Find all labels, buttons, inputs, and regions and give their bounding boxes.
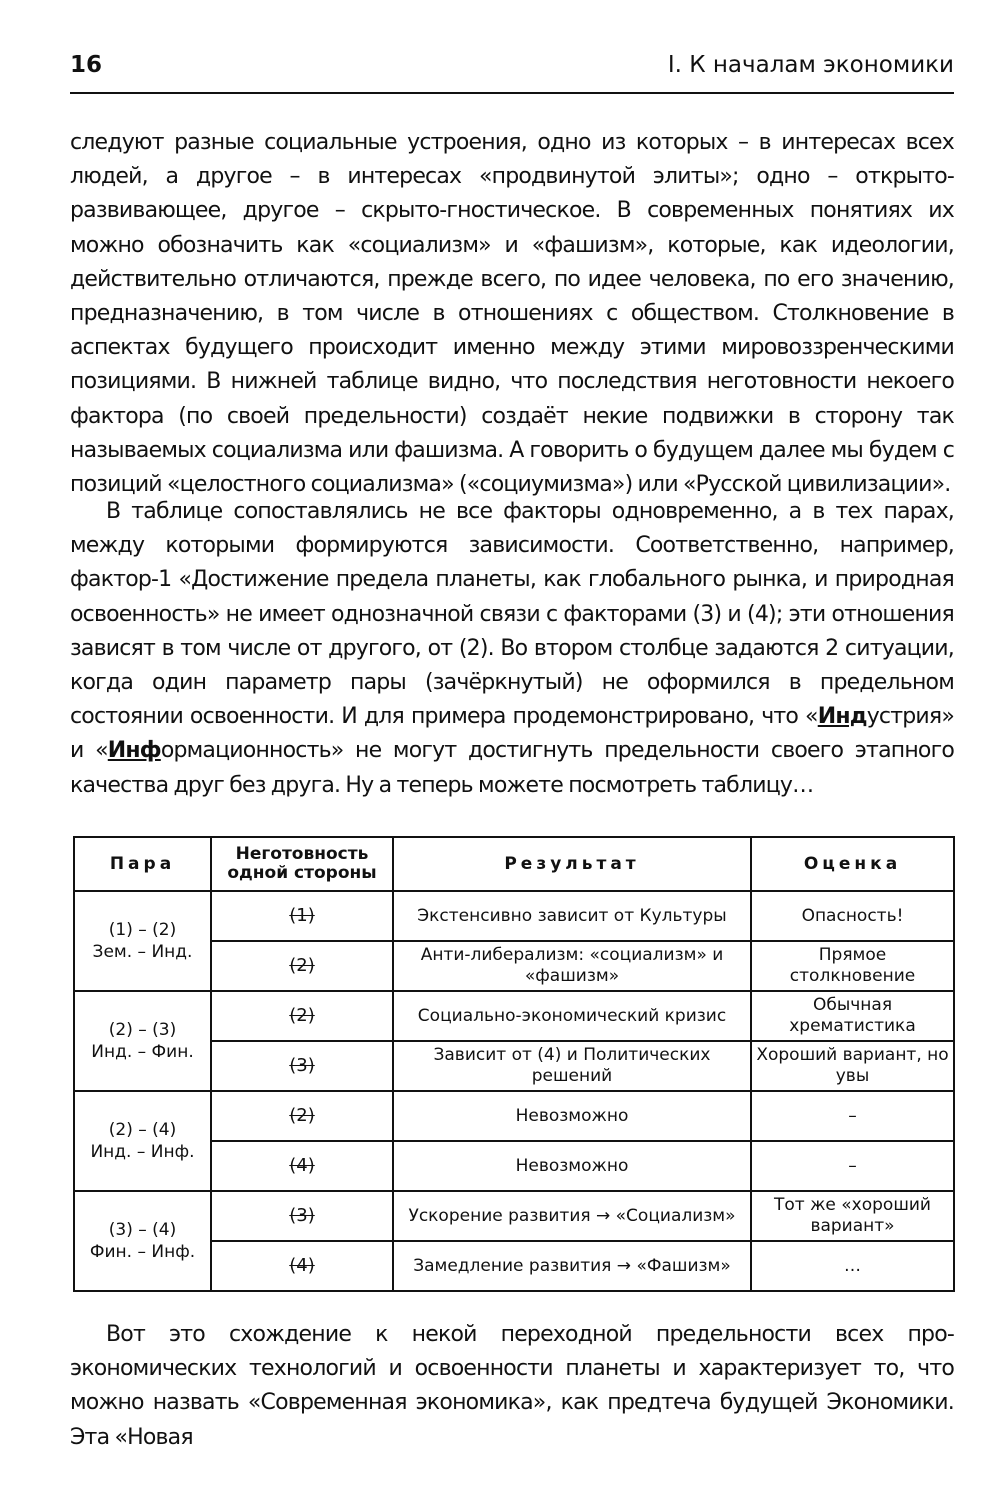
pair-numbers: (1) – (2)	[108, 920, 177, 940]
not-ready-cell	[211, 1041, 393, 1091]
pair-names: Инд. – Фин.	[91, 1042, 194, 1062]
assessment-cell: Опасность!	[751, 891, 954, 941]
emphasis-ind: Инд	[817, 704, 867, 730]
paragraph-3: Вот это схождение к некой переходной предельности всех про-экономических технологий и освоенности планеты и характеризует то, что можно назвать «Современная экономика», как предтеча будущей Экономики. Эта «Новая	[70, 1322, 954, 1450]
pair-cell	[74, 1191, 211, 1291]
paragraph-2-text-3: ормационность» не могут достигнуть предельности своего этапного качества друг без друга. Ну а теперь можете посмотреть таблицу…	[70, 738, 954, 798]
pair-names: Зем. – Инд.	[92, 942, 193, 962]
pair-cell	[74, 891, 211, 991]
result-cell: Невозможно	[393, 1141, 751, 1191]
table-row	[74, 991, 954, 1041]
struck-factor: (3)	[289, 1205, 315, 1226]
not-ready-cell	[211, 1141, 393, 1191]
paragraph-2-text-1: В таблице сопоставлялись не все факторы одновременно, а в тех парах, между которыми формируются зависимости. Соответственно, например, фактор-1 «Достижение предела планеты, как глобального рынка, и природная освоенность» не имеет однозначной связи с факторами (3) и (4); эти отношения зависят в том числе от другого, от (2). Во втором столбце задаются 2 ситуации, когда один параметр пары (зачёркнутый) не оформился в предельном состоянии освоенности. И для примера продемонстрировано, что «	[70, 499, 954, 730]
page-header	[70, 52, 954, 78]
emphasis-inf: Инф	[107, 738, 161, 764]
pair-names: Фин. – Инф.	[89, 1242, 196, 1262]
result-cell: Ускорение развития → «Социализм»	[393, 1191, 751, 1241]
struck-factor: (1)	[289, 905, 315, 926]
factors-table	[73, 836, 955, 1292]
pair-names: Инд. – Инф.	[90, 1142, 195, 1162]
not-ready-cell	[211, 1191, 393, 1241]
struck-factor: (4)	[289, 1255, 315, 1276]
not-ready-cell	[211, 941, 393, 991]
result-cell: Социально-экономический кризис	[393, 991, 751, 1041]
table-header-row	[74, 837, 954, 891]
table-row	[74, 891, 954, 941]
assessment-cell: …	[751, 1241, 954, 1291]
struck-factor: (2)	[289, 1005, 315, 1026]
not-ready-cell	[211, 891, 393, 941]
assessment-cell: Прямое столкновение	[751, 941, 954, 991]
struck-factor: (2)	[289, 1105, 315, 1126]
assessment-cell: Хороший вариант, но увы	[751, 1041, 954, 1091]
assessment-cell: –	[751, 1141, 954, 1191]
header-assessment: Оценка	[751, 837, 954, 891]
assessment-cell: –	[751, 1091, 954, 1141]
pair-numbers: (2) – (4)	[108, 1120, 177, 1140]
chapter-title: I. К началам экономики	[667, 52, 954, 78]
header-rule	[70, 92, 954, 94]
header-result: Результат	[393, 837, 751, 891]
assessment-cell: Обычная хрематистика	[751, 991, 954, 1041]
not-ready-cell	[211, 1241, 393, 1291]
result-cell: Экстенсивно зависит от Культуры	[393, 891, 751, 941]
table-row	[74, 1191, 954, 1241]
result-cell: Невозможно	[393, 1091, 751, 1141]
paragraph-1: следуют разные социальные устроения, одно из которых – в интересах всех людей, а другое – в интересах «продвинутой элиты»; одно – открыто-развивающее, другое – скрыто-гностическое. В современных понятиях их можно обозначить как «социализм» и «фашизм», которые, как идеологии, действительно отличаются, прежде всего, по идее человека, по его значению, предназначению, в том числе в отношениях с обществом. Столкновение в аспектах будущего происходит именно между этими мировоззренческими позициями. В нижней таблице видно, что последствия неготовности некоего фактора (по своей предельности) создаёт некие подвижки в сторону так называемых социализма или фашизма. А говорить о будущем далее мы будем с позиций «целостного социализма» («социумизма») или «Русской цивилизации».	[70, 130, 954, 498]
assessment-cell: Тот же «хороший вариант»	[751, 1191, 954, 1241]
header-pair: Пара	[74, 837, 211, 891]
not-ready-cell	[211, 1091, 393, 1141]
result-cell: Анти-либерализм: «социализм» и «фашизм»	[393, 941, 751, 991]
struck-factor: (4)	[289, 1155, 315, 1176]
table-row	[74, 1091, 954, 1141]
paragraph-2-text-2: устрия» и «	[70, 704, 954, 764]
result-cell: Замедление развития → «Фашизм»	[393, 1241, 751, 1291]
struck-factor: (3)	[289, 1055, 315, 1076]
pair-cell	[74, 991, 211, 1091]
header-not-ready: Неготовность одной стороны	[211, 837, 393, 891]
paragraph-2	[70, 495, 954, 803]
pair-cell	[74, 1091, 211, 1191]
pair-numbers: (3) – (4)	[108, 1220, 177, 1240]
struck-factor: (2)	[289, 955, 315, 976]
not-ready-cell	[211, 991, 393, 1041]
page-number: 16	[70, 52, 103, 78]
pair-numbers: (2) – (3)	[108, 1020, 177, 1040]
result-cell: Зависит от (4) и Политических решений	[393, 1041, 751, 1091]
